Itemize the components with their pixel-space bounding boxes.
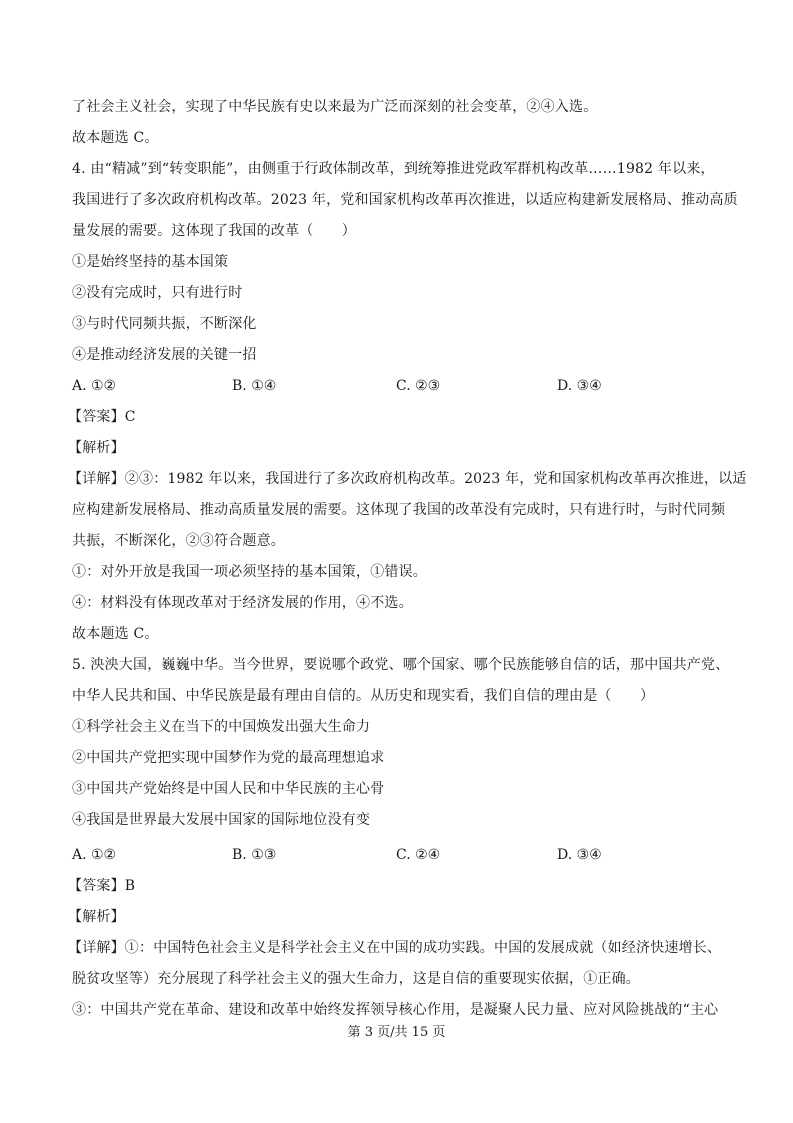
question-4-explanation: 【详解】②③：1982 年以来，我国进行了多次政府机构改革。2023 年，党和国家机构改革再次推进，以适 xyxy=(68,471,747,487)
question-5-option-d: D. ③④ xyxy=(557,847,602,863)
question-4-statement: ②没有完成时，只有进行时 xyxy=(72,285,243,301)
question-5-analysis-heading: 【解析】 xyxy=(68,909,125,925)
question-5-explanation: 【详解】①：中国特色社会主义是科学社会主义在中国的成功实践。中国的发展成就（如经济快速增长、 xyxy=(68,940,722,956)
question-4-answer: 【答案】C xyxy=(68,409,136,425)
question-4-explanation: 共振，不断深化，②③符合题意。 xyxy=(72,533,285,549)
page-number-footer: 第 3 页/共 15 页 xyxy=(347,1025,446,1040)
question-4-analysis-heading: 【解析】 xyxy=(68,440,125,456)
question-4-stem: 我国进行了多次政府机构改革。2023 年，党和国家机构改革再次推进，以适应构建新发展格局、推动高质 xyxy=(72,192,738,208)
question-4-stem: 量发展的需要。这体现了我国的改革（ ） xyxy=(72,223,356,239)
question-5-option-a: A. ①② xyxy=(72,847,117,863)
text-line: 故本题选 C。 xyxy=(72,130,159,146)
question-4-option-b: B. ①④ xyxy=(232,378,277,394)
question-5-stem: 中华人民共和国、中华民族是最有理由自信的。从历史和现实看，我们自信的理由是（ ） xyxy=(72,688,655,704)
question-5-explanation: 脱贫攻坚等）充分展现了科学社会主义的强大生命力，这是自信的重要现实依据，①正确。 xyxy=(72,971,640,987)
question-4-statement: ③与时代同频共振，不断深化 xyxy=(72,316,257,332)
question-4-explanation: 应构建新发展格局、推动高质量发展的需要。这体现了我国的改革没有完成时，只有进行时，与时代同频 xyxy=(72,502,726,518)
text-line: 了社会主义社会，实现了中华民族有史以来最为广泛而深刻的社会变革，②④入选。 xyxy=(72,99,598,115)
question-4-option-c: C. ②③ xyxy=(396,378,441,394)
question-4-explanation: ④：材料没有体现改革对于经济发展的作用，④不选。 xyxy=(72,595,413,611)
question-5-stem: 5. 泱泱大国，巍巍中华。当今世界，要说哪个政党、哪个国家、哪个民族能够自信的话，那中国共产党、 xyxy=(72,657,730,673)
question-4-statement: ①是始终坚持的基本国策 xyxy=(72,254,229,270)
question-4-stem: 4. 由“精减”到“转变职能”，由侧重于行政体制改革，到统筹推进党政军群机构改革……1982 年以来， xyxy=(72,161,715,177)
question-5-statement: ②中国共产党把实现中国梦作为党的最高理想追求 xyxy=(72,750,385,766)
question-4-explanation: ①：对外开放是我国一项必须坚持的基本国策，①错误。 xyxy=(72,564,427,580)
question-5-explanation: ③：中国共产党在革命、建设和改革中始终发挥领导核心作用，是凝聚人民力量、应对风险挑战的“主心 xyxy=(72,1002,719,1018)
question-5-option-b: B. ①③ xyxy=(232,847,277,863)
question-4-option-d: D. ③④ xyxy=(557,378,602,394)
question-5-statement: ④我国是世界最大发展中国家的国际地位没有变 xyxy=(72,812,371,828)
question-5-statement: ③中国共产党始终是中国人民和中华民族的主心骨 xyxy=(72,781,385,797)
question-5-option-c: C. ②④ xyxy=(396,847,441,863)
question-5-statement: ①科学社会主义在当下的中国焕发出强大生命力 xyxy=(72,719,371,735)
question-4-statement: ④是推动经济发展的关键一招 xyxy=(72,347,257,363)
question-4-conclusion: 故本题选 C。 xyxy=(72,626,159,642)
question-4-option-a: A. ①② xyxy=(72,378,117,394)
question-5-answer: 【答案】B xyxy=(68,878,136,894)
